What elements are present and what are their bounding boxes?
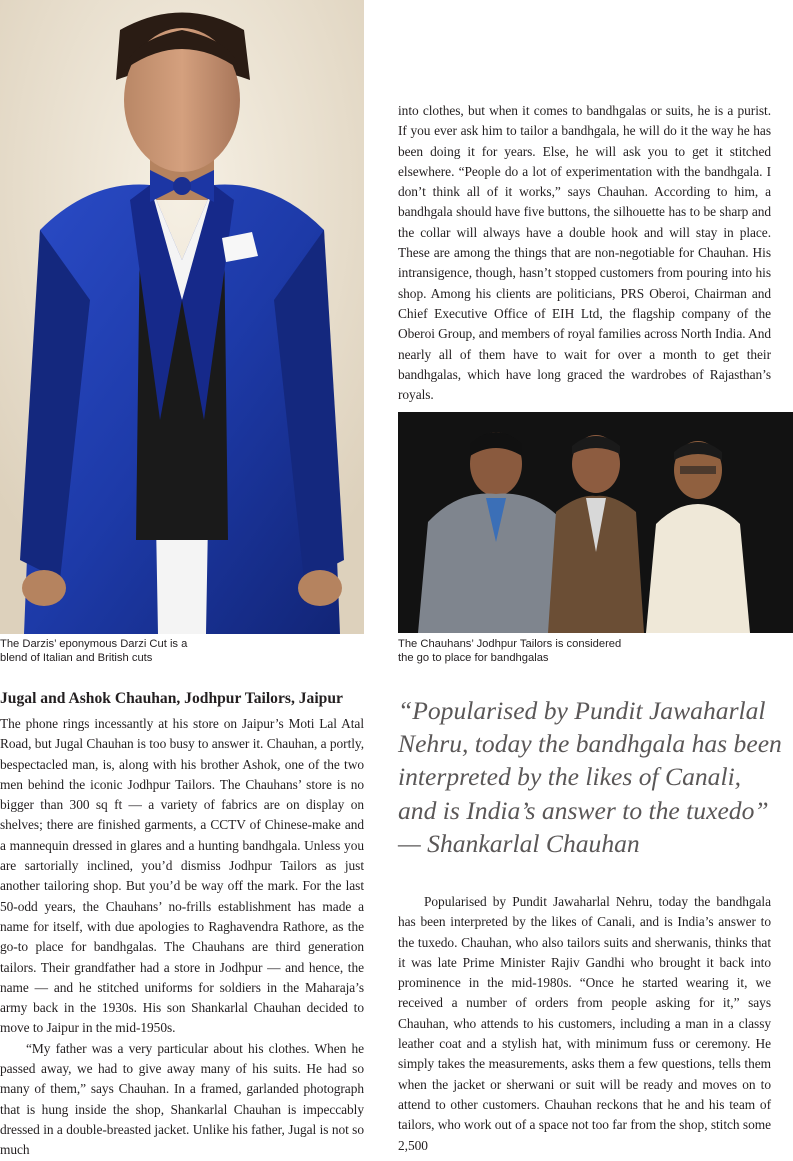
paragraph-right-bottom: Popularised by Pundit Jawaharlal Nehru, today the bandhgala has been interpreted by the likes of Canali, and is India’s answer to the tuxedo. Chauhan, who also tailors suits and sherwanis, thinks that it was late Prime Minister Rajiv Gandhi who brought it back into prominence in the mid-1980s. “Once he started wearing it, we received a number of orders from people asking for it,” says Chauhan, who attends to his customers, including a man in a classy leather coat and a stylish hat, with minimum fuss or ceremony. He simply takes the measurements, asks them a few questions, tells them when the jacket or sherwani or suit will be ready and moves on to attend to other customers. Chauhan reckons that he and his team of tailors, who work out of a space not too far from the shop, stitch some 2,500 (398, 894, 771, 1153)
paragraph-left-2: “My father was a very particular about his clothes. When he passed away, we had to give away many of his suits. He had so many of them,” says Chauhan. In a framed, garlanded photograph that is hung inside the shop, Shankarlal Chauhan is impeccably dressed in a double-breasted jacket. Unlike his father, Jugal is not so much (0, 1040, 364, 1158)
paragraph-right-top: into clothes, but when it comes to bandhgalas or suits, he is a purist. If you ever ask him to tailor a bandhgala, he will do it the way he has been doing it for years. Else, he will ask you to get it stitched elsewhere. “People do a lot of experimentation with the bandhgala. I don’t think all of it works,” says Chauhan. According to him, a bandhgala should have five buttons, the silhouette has to be sharp and the collar will always have a double hook and will stay in place. These are among the things that are non-negotiable for Chauhan. His intransigence, though, hasn’t stopped customers from pouring into his shop. Among his clients are politicians, PRS Oberoi, Chairman and Chief Executive Office of EIH Ltd, the flagship company of the Oberoi Group, and members of royal families across North India. And nearly all of them have to wait for over a month to get their bandhgalas, which have long graced the wardrobes of Rajasthan’s royals. (398, 103, 771, 403)
section-heading: Jugal and Ashok Chauhan, Jodhpur Tailors, Jaipur (0, 690, 343, 707)
caption-right-line2: the go to place for bandhgalas (398, 652, 549, 664)
pull-quote (398, 694, 793, 860)
article-column-right-top (398, 101, 771, 405)
pull-quote-line3: interpreted by the likes of Canali, (398, 762, 742, 792)
pull-quote-line1: “Popularised by Pundit Jawaharlal (398, 696, 766, 725)
caption-right-photo (398, 637, 698, 665)
model-illustration (0, 0, 364, 634)
caption-right-line1: The Chauhans’ Jodhpur Tailors is considered (398, 638, 622, 650)
pull-quote-attribution: — Shankarlal Chauhan (398, 828, 640, 858)
caption-left-line2: blend of Italian and British cuts (0, 652, 153, 664)
photo-model-blue-velvet-jacket (0, 0, 364, 634)
three-men-illustration (398, 412, 793, 633)
caption-left-line1: The Darzis’ eponymous Darzi Cut is a (0, 638, 188, 650)
article-column-left (0, 714, 364, 1161)
article-column-right-bottom (398, 892, 771, 1156)
caption-left-photo (0, 637, 260, 665)
pull-quote-line4: and is India’s answer to the tuxedo” (398, 795, 769, 825)
pull-quote-line2: Nehru, today the bandhgala has been (398, 729, 782, 759)
photo-chauhan-family (398, 412, 793, 633)
paragraph-left-1: The phone rings incessantly at his store on Jaipur’s Moti Lal Atal Road, but Jugal Chauhan is too busy to answer it. Chauhan, a portly, bespectacled man, is, along with his brother Ashok, one of the two men behind the iconic Jodhpur Tailors. The Chauhans’ store is no bigger than 300 sq ft — a variety of fabrics are on display on shelves; there are finished garments, a CCTV of Chinese-make and a mannequin dressed in glares and a hunting bandhgala. Unless you are sartorially inclined, you’d dismiss Jodhpur Tailors as just another tailoring shop. But you’d be way off the mark. For the last 50-odd years, the Chauhans’ no-frills establishment has made a name for itself, with due apologies to Raghavendra Rathore, as the go-to place for bandhgalas. The Chauhans are third generation tailors. Their grandfather had a store in Jodhpur — and hence, the name — and he stitched uniforms for soldiers in the Maharaja’s army back in the 1930s. His son Shankarlal Chauhan decided to move to Jaipur in the mid-1950s. (0, 716, 364, 1036)
